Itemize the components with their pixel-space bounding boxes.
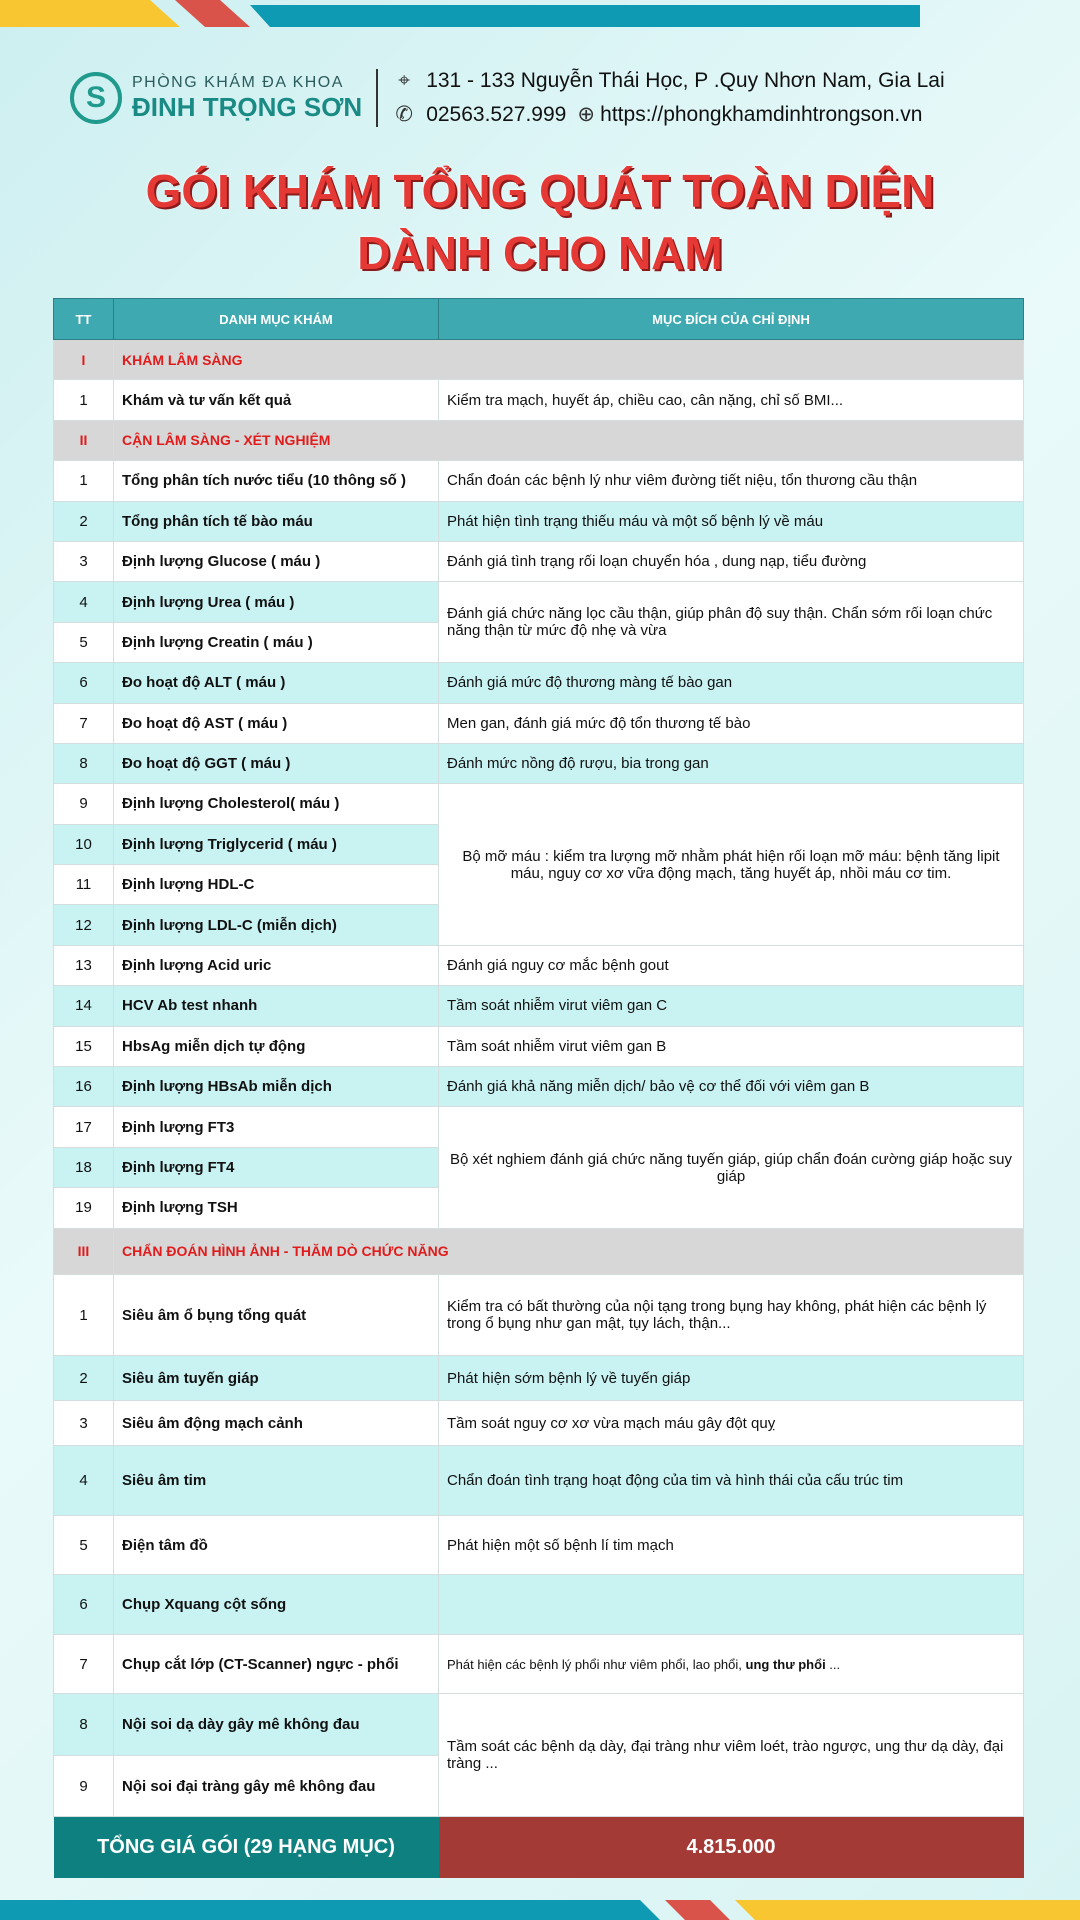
row-number: 6 xyxy=(54,663,114,703)
row-item: Đo hoạt độ GGT ( máu ) xyxy=(114,743,439,783)
section-row xyxy=(54,1228,1024,1275)
row-number: 2 xyxy=(54,1356,114,1401)
row-number: 8 xyxy=(54,1694,114,1756)
row-item: Đo hoạt độ ALT ( máu ) xyxy=(114,663,439,703)
row-number: 14 xyxy=(54,986,114,1026)
section-row xyxy=(54,340,1024,380)
table-row xyxy=(54,1356,1024,1401)
row-number: 15 xyxy=(54,1026,114,1066)
top-stripe-red xyxy=(175,0,250,27)
row-item: Định lượng Triglycerid ( máu ) xyxy=(114,824,439,864)
row-item: Tổng phân tích tế bào máu xyxy=(114,501,439,541)
section-label: KHÁM LÂM SÀNG xyxy=(114,340,1024,380)
row-purpose: Tầm soát nguy cơ xơ vừa mạch máu gây đột quỵ xyxy=(439,1401,1024,1446)
table-row xyxy=(54,703,1024,743)
top-stripe-yellow xyxy=(0,0,180,27)
title-line2: DÀNH CHO NAM xyxy=(357,227,723,279)
row-item: Siêu âm động mạch cảnh xyxy=(114,1401,439,1446)
row-purpose: Chẩn đoán tình trạng hoạt động của tim và hình thái của cấu trúc tim xyxy=(439,1446,1024,1516)
row-number: 10 xyxy=(54,824,114,864)
row-purpose xyxy=(439,1575,1024,1635)
section-label: CHẨN ĐOÁN HÌNH ẢNH - THĂM DÒ CHỨC NĂNG xyxy=(114,1228,1024,1275)
row-item: Định lượng TSH xyxy=(114,1188,439,1228)
total-row xyxy=(54,1817,1024,1878)
table-row xyxy=(54,743,1024,783)
clinic-header xyxy=(70,62,970,134)
row-number: 3 xyxy=(54,1401,114,1446)
row-item: HbsAg miễn dịch tự động xyxy=(114,1026,439,1066)
table-row xyxy=(54,582,1024,622)
row-item: Nội soi dạ dày gây mê không đau xyxy=(114,1694,439,1756)
row-item: Đo hoạt độ AST ( máu ) xyxy=(114,703,439,743)
row-purpose: Đánh giá nguy cơ mắc bệnh gout xyxy=(439,945,1024,985)
table-row xyxy=(54,663,1024,703)
bottom-stripe-red xyxy=(665,1900,730,1920)
bottom-stripe-teal xyxy=(0,1900,660,1920)
row-number: 7 xyxy=(54,1635,114,1694)
col-header-tt: TT xyxy=(54,299,114,340)
row-item: Chụp Xquang cột sống xyxy=(114,1575,439,1635)
row-number: 7 xyxy=(54,703,114,743)
row-item: Nội soi đại tràng gây mê không đau xyxy=(114,1756,439,1817)
table-row xyxy=(54,380,1024,420)
row-item: Điện tâm đồ xyxy=(114,1516,439,1575)
globe-icon: ⊕ xyxy=(577,103,595,126)
row-number: 19 xyxy=(54,1188,114,1228)
table-row xyxy=(54,1694,1024,1756)
address: 131 - 133 Nguyễn Thái Học, P .Quy Nhơn Nam, Gia Lai xyxy=(426,69,945,92)
clinic-logo: S xyxy=(70,72,122,124)
row-item: Siêu âm tim xyxy=(114,1446,439,1516)
row-purpose: Kiểm tra có bất thường của nội tạng trong bụng hay không, phát hiện các bệnh lý trong ổ bụng như gan mật, tụy lách, thận... xyxy=(439,1275,1024,1356)
row-number: 12 xyxy=(54,905,114,945)
table-row xyxy=(54,1107,1024,1147)
row-item: Định lượng Glucose ( máu ) xyxy=(114,541,439,581)
row-item: Định lượng LDL-C (miễn dịch) xyxy=(114,905,439,945)
row-item: Siêu âm tuyến giáp xyxy=(114,1356,439,1401)
row-purpose: Bộ xét nghiem đánh giá chức năng tuyến giáp, giúp chẩn đoán cường giáp hoặc suy giáp xyxy=(439,1107,1024,1228)
row-purpose: Tầm soát nhiễm virut viêm gan C xyxy=(439,986,1024,1026)
row-number: 5 xyxy=(54,1516,114,1575)
total-price: 4.815.000 xyxy=(439,1817,1024,1878)
location-pin-icon: ⌖ xyxy=(398,69,411,92)
row-item: Định lượng Creatin ( máu ) xyxy=(114,622,439,662)
row-item: Tổng phân tích nước tiểu (10 thông số ) xyxy=(114,461,439,501)
table-row xyxy=(54,1067,1024,1107)
row-purpose: Phát hiện tình trạng thiếu máu và một số bệnh lý về máu xyxy=(439,501,1024,541)
table-row xyxy=(54,1401,1024,1446)
clinic-name: ĐINH TRỌNG SƠN xyxy=(132,91,363,122)
row-number: 16 xyxy=(54,1067,114,1107)
row-purpose: Đánh giá chức năng lọc cầu thận, giúp phân độ suy thận. Chẩn sớm rối loạn chức năng thận từ mức độ nhẹ và vừa xyxy=(439,582,1024,663)
total-label: TỔNG GIÁ GÓI (29 HẠNG MỤC) xyxy=(54,1817,439,1878)
row-number: 17 xyxy=(54,1107,114,1147)
divider xyxy=(376,69,378,127)
row-purpose: Phát hiện một số bệnh lí tim mạch xyxy=(439,1516,1024,1575)
table-row xyxy=(54,461,1024,501)
row-purpose: Phát hiện các bệnh lý phổi như viêm phổi, lao phổi, ung thư phổi ... xyxy=(439,1635,1024,1694)
table-row xyxy=(54,1575,1024,1635)
table-row xyxy=(54,1446,1024,1516)
row-number: 4 xyxy=(54,1446,114,1516)
row-purpose: Chẩn đoán các bệnh lý như viêm đường tiết niệu, tổn thương cầu thận xyxy=(439,461,1024,501)
clinic-line1: PHÒNG KHÁM ĐA KHOA xyxy=(132,73,344,91)
row-item: Siêu âm ổ bụng tổng quát xyxy=(114,1275,439,1356)
row-number: 9 xyxy=(54,1756,114,1817)
row-purpose: Đánh giá tình trạng rối loạn chuyển hóa , dung nạp, tiểu đường xyxy=(439,541,1024,581)
row-number: 18 xyxy=(54,1147,114,1187)
table-row xyxy=(54,945,1024,985)
row-item: Định lượng Acid uric xyxy=(114,945,439,985)
section-number: III xyxy=(54,1228,114,1275)
website-link[interactable]: https://phongkhamdinhtrongson.vn xyxy=(600,103,923,126)
row-purpose: Đánh giá mức độ thương màng tế bào gan xyxy=(439,663,1024,703)
row-purpose: Tầm soát các bệnh dạ dày, đại tràng như viêm loét, trào ngược, ung thư dạ dày, đại tràng ... xyxy=(439,1694,1024,1817)
row-number: 9 xyxy=(54,784,114,824)
section-row xyxy=(54,420,1024,460)
row-item: Chụp cắt lớp (CT-Scanner) ngực - phổi xyxy=(114,1635,439,1694)
row-purpose: Đánh giá khả năng miễn dịch/ bảo vệ cơ thể đối với viêm gan B xyxy=(439,1067,1024,1107)
row-number: 5 xyxy=(54,622,114,662)
row-item: Định lượng HDL-C xyxy=(114,865,439,905)
row-item: Định lượng HBsAb miễn dịch xyxy=(114,1067,439,1107)
bottom-stripe-yellow xyxy=(735,1900,1080,1920)
package-table xyxy=(53,298,1024,1878)
row-number: 1 xyxy=(54,1275,114,1356)
row-item: Định lượng FT3 xyxy=(114,1107,439,1147)
row-number: 3 xyxy=(54,541,114,581)
section-number: I xyxy=(54,340,114,380)
section-label: CẬN LÂM SÀNG - XÉT NGHIỆM xyxy=(114,420,1024,460)
row-purpose: Đánh mức nồng độ rượu, bia trong gan xyxy=(439,743,1024,783)
top-stripe-teal xyxy=(250,5,920,27)
title-line1: GÓI KHÁM TỔNG QUÁT TOÀN DIỆN xyxy=(145,165,935,217)
table-row xyxy=(54,1026,1024,1066)
page-title xyxy=(0,160,1080,284)
row-number: 4 xyxy=(54,582,114,622)
row-number: 1 xyxy=(54,380,114,420)
table-row xyxy=(54,986,1024,1026)
row-purpose: Men gan, đánh giá mức độ tổn thương tế bào xyxy=(439,703,1024,743)
phone-icon: ✆ xyxy=(395,103,413,126)
col-header-item: DANH MỤC KHÁM xyxy=(114,299,439,340)
row-purpose: Bộ mỡ máu : kiểm tra lượng mỡ nhằm phát hiện rối loạn mỡ máu: bệnh tăng lipit máu, nguy cơ xơ vữa động mạch, tăng huyết áp, nhồi máu cơ tim. xyxy=(439,784,1024,946)
table-row xyxy=(54,1516,1024,1575)
row-number: 2 xyxy=(54,501,114,541)
table-row xyxy=(54,501,1024,541)
section-number: II xyxy=(54,420,114,460)
row-number: 8 xyxy=(54,743,114,783)
row-number: 13 xyxy=(54,945,114,985)
row-item: HCV Ab test nhanh xyxy=(114,986,439,1026)
row-item: Định lượng Urea ( máu ) xyxy=(114,582,439,622)
phone: 02563.527.999 xyxy=(426,103,567,126)
row-number: 11 xyxy=(54,865,114,905)
table-row xyxy=(54,1275,1024,1356)
row-item: Định lượng FT4 xyxy=(114,1147,439,1187)
table-row xyxy=(54,541,1024,581)
table-row xyxy=(54,1635,1024,1694)
row-number: 6 xyxy=(54,1575,114,1635)
row-purpose: Phát hiện sớm bệnh lý về tuyến giáp xyxy=(439,1356,1024,1401)
row-item: Khám và tư vấn kết quả xyxy=(114,380,439,420)
table-row xyxy=(54,784,1024,824)
row-purpose: Kiểm tra mạch, huyết áp, chiều cao, cân nặng, chỉ số BMI... xyxy=(439,380,1024,420)
col-header-purpose: MỤC ĐÍCH CỦA CHỈ ĐỊNH xyxy=(439,299,1024,340)
row-item: Định lượng Cholesterol( máu ) xyxy=(114,784,439,824)
row-purpose: Tầm soát nhiễm virut viêm gan B xyxy=(439,1026,1024,1066)
row-number: 1 xyxy=(54,461,114,501)
